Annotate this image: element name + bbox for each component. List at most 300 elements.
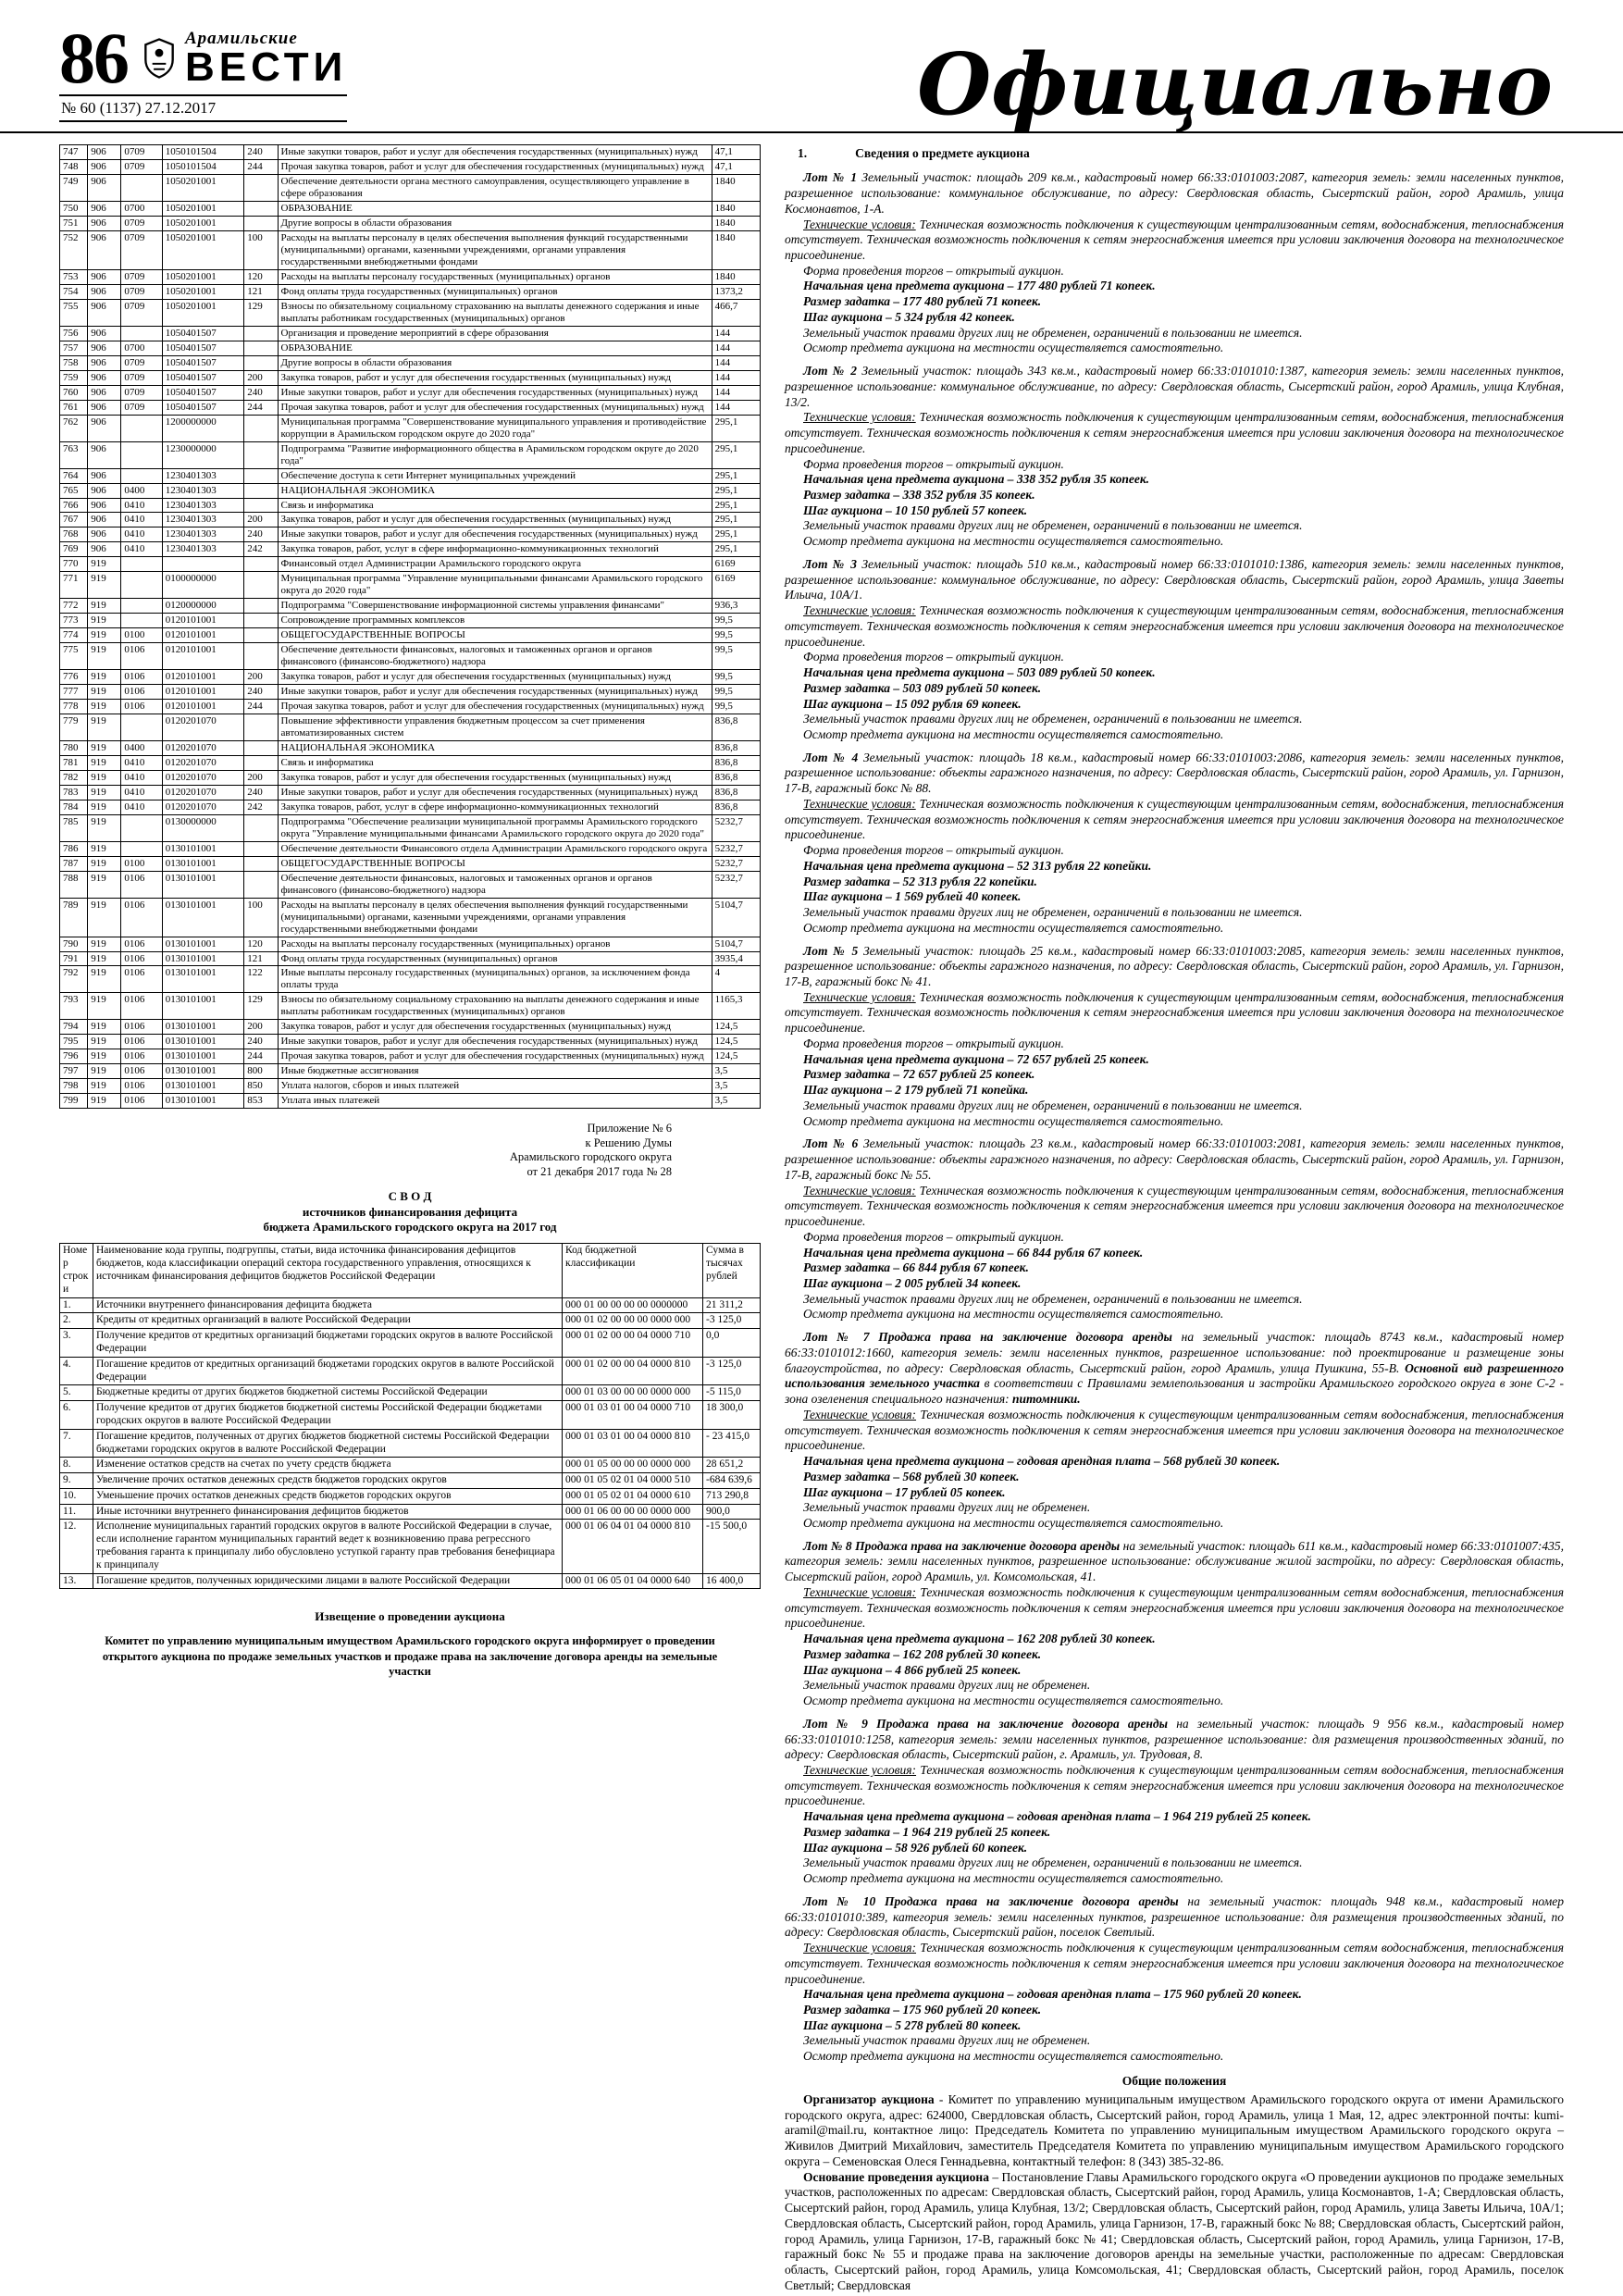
svod-cell-code: 000 01 06 04 01 04 0000 810: [563, 1520, 703, 1573]
text-run: Размер задатка – 52 313 рубля 22 копейки.: [803, 874, 1037, 888]
budget-cell-code: [121, 175, 162, 202]
lot: [785, 1136, 1564, 1322]
budget-cell-code: [121, 441, 162, 468]
lot-paragraph: [785, 859, 1564, 875]
budget-cell-code: 1050401507: [162, 400, 244, 415]
lot: [785, 751, 1564, 937]
budget-row: [60, 284, 761, 299]
budget-cell-sum: 3,5: [712, 1064, 760, 1079]
budget-row: [60, 1049, 761, 1064]
lot-paragraph: [785, 1678, 1564, 1694]
budget-cell-code: 919: [88, 841, 121, 856]
text-run: Размер задатка – 177 480 рублей 71 копеек.: [803, 294, 1042, 309]
budget-cell-sum: 47,1: [712, 145, 760, 160]
budget-cell-code: 752: [60, 231, 88, 270]
text-run: Начальная цена предмета аукциона – годовая арендная плата – 1 964 219 рублей 25 копеек.: [803, 1809, 1311, 1824]
budget-cell-code: 0106: [121, 1079, 162, 1094]
text-run: Форма проведения торгов – открытый аукцион.: [803, 456, 1064, 471]
lot-paragraph: [785, 2049, 1564, 2065]
lot-paragraph: [785, 1694, 1564, 1709]
budget-cell-sum: 5104,7: [712, 898, 760, 937]
budget-cell-code: [244, 175, 278, 202]
budget-row: [60, 871, 761, 898]
budget-cell-code: 919: [88, 800, 121, 814]
text-run: Размер задатка – 162 208 рублей 30 копеек.: [803, 1646, 1042, 1661]
lot-paragraph: [785, 875, 1564, 890]
text-run: Лот № 7 Продажа права на заключение договора аренды: [803, 1330, 1172, 1345]
lot-paragraph: [785, 294, 1564, 310]
budget-cell-sum: 295,1: [712, 483, 760, 498]
text-run: Шаг аукциона – 2 179 рублей 71 копейка.: [803, 1083, 1029, 1098]
budget-cell-name: Организация и проведение мероприятий в сфере образования: [278, 326, 712, 341]
budget-cell-code: 0130101001: [162, 951, 244, 966]
budget-table: [59, 144, 761, 1109]
budget-cell-sum: 295,1: [712, 527, 760, 542]
budget-cell-name: Подпрограмма "Развитие информационного общества в Арамильском городском округе до 2020 года": [278, 441, 712, 468]
text-run: Земельный участок правами других лиц не обременен, ограничений в пользовании не имеется.: [803, 1098, 1303, 1112]
svod-cell-number: 7.: [60, 1429, 93, 1458]
budget-cell-code: 919: [88, 871, 121, 898]
budget-cell-code: 919: [88, 937, 121, 951]
text-run: Лот № 3: [803, 556, 862, 571]
svod-cell-name: Погашение кредитов от кредитных организаций бюджетами городских округов в валюте Российской Федерации: [93, 1357, 563, 1385]
text-run: Осмотр предмета аукциона на местности осуществляется самостоятельно.: [803, 1515, 1224, 1530]
svod-row: [60, 1520, 761, 1573]
svod-row: [60, 1429, 761, 1458]
text-run: Лот № 2: [803, 364, 862, 379]
text-run: Шаг аукциона – 58 926 рублей 60 копеек.: [803, 1840, 1028, 1855]
budget-cell-code: 0709: [121, 284, 162, 299]
budget-cell-code: 906: [88, 441, 121, 468]
appendix-line: к Решению Думы: [585, 1136, 672, 1149]
budget-row: [60, 299, 761, 326]
budget-cell-sum: 1840: [712, 217, 760, 231]
lot-paragraph: [785, 1408, 1564, 1454]
budget-cell-code: 0106: [121, 1094, 162, 1109]
lot-paragraph: [785, 650, 1564, 665]
text-run: Земельный участок правами других лиц не обременен, ограничений в пользовании не имеется.: [803, 712, 1303, 726]
budget-cell-name: Иные бюджетные ассигнования: [278, 1064, 712, 1079]
svod-cell-code: 000 01 05 02 01 04 0000 510: [563, 1473, 703, 1489]
budget-cell-code: 0100000000: [162, 572, 244, 599]
lot-paragraph: [785, 1114, 1564, 1130]
budget-cell-code: 919: [88, 755, 121, 770]
svod-row: [60, 1401, 761, 1430]
budget-cell-code: 753: [60, 270, 88, 285]
budget-cell-code: 0410: [121, 498, 162, 513]
lot: [785, 944, 1564, 1130]
text-run: Лот № 5: [803, 943, 863, 958]
budget-cell-code: [244, 557, 278, 572]
svod-cell-code: 000 01 03 00 00 00 0000 000: [563, 1385, 703, 1401]
svod-row: [60, 1385, 761, 1401]
lot-paragraph: [785, 1083, 1564, 1098]
budget-cell-code: 120: [244, 937, 278, 951]
budget-cell-code: 0709: [121, 160, 162, 175]
budget-cell-sum: 124,5: [712, 1035, 760, 1049]
budget-cell-code: 0700: [121, 202, 162, 217]
budget-row: [60, 700, 761, 714]
budget-row: [60, 966, 761, 993]
budget-cell-name: Уплата налогов, сборов и иных платежей: [278, 1079, 712, 1094]
text-run: Осмотр предмета аукциона на местности осуществляется самостоятельно.: [803, 1871, 1224, 1886]
lot-paragraph: [785, 1276, 1564, 1292]
budget-cell-code: 0120201070: [162, 755, 244, 770]
budget-cell-code: 0120201070: [162, 770, 244, 785]
budget-cell-code: [244, 814, 278, 841]
budget-row: [60, 993, 761, 1020]
budget-row: [60, 800, 761, 814]
budget-cell-sum: 5232,7: [712, 856, 760, 871]
text-run: Земельный участок правами других лиц не обременен, ограничений в пользовании не имеется.: [803, 1291, 1303, 1306]
svod-cell-number: 6.: [60, 1401, 93, 1430]
budget-cell-code: 121: [244, 284, 278, 299]
text-run: Начальная цена предмета аукциона – 52 313 рубля 22 копейки.: [803, 858, 1152, 873]
text-run: Шаг аукциона – 5 324 рубля 42 копеек.: [803, 309, 1015, 324]
budget-cell-code: [244, 498, 278, 513]
budget-cell-name: Фонд оплаты труда государственных (муниципальных) органов: [278, 284, 712, 299]
budget-cell-name: Закупка товаров, работ, услуг в сфере информационно-коммуникационных технологий: [278, 542, 712, 557]
text-run: Земельный участок правами других лиц не обременен, ограничений в пользовании не имеется.: [803, 1855, 1303, 1870]
lot-paragraph: [785, 1292, 1564, 1308]
svod-cell-sum: -15 500,0: [703, 1520, 761, 1573]
budget-cell-code: 919: [88, 1035, 121, 1049]
svod-title-line: источников финансирования дефицита: [302, 1204, 518, 1219]
budget-cell-code: 0120000000: [162, 599, 244, 614]
budget-cell-sum: 1840: [712, 231, 760, 270]
budget-cell-sum: 3935,4: [712, 951, 760, 966]
budget-row: [60, 217, 761, 231]
budget-cell-sum: 144: [712, 400, 760, 415]
budget-cell-code: 799: [60, 1094, 88, 1109]
lot-paragraph: [785, 1539, 1564, 1585]
text-run: Шаг аукциона – 2 005 рублей 34 копеек.: [803, 1275, 1022, 1290]
right-column: [785, 144, 1564, 2293]
budget-row: [60, 341, 761, 355]
svod-cell-code: 000 01 06 05 01 04 0000 640: [563, 1573, 703, 1589]
text-run: Размер задатка – 72 657 рублей 25 копеек.: [803, 1067, 1035, 1082]
lot-paragraph: [785, 2018, 1564, 2034]
text-run: Земельный участок: площадь 209 кв.м., кадастровый номер 66:33:0101003:2087, категория земель: земли населенных пунктов, разрешенное использование: коммунальное обслуживание, по адресу: Свердловская область, Сысертский район, город Арамиль, улица Космонавтов, 1-А.: [785, 170, 1565, 216]
budget-cell-code: 763: [60, 441, 88, 468]
budget-cell-code: 240: [244, 1035, 278, 1049]
budget-cell-code: 0106: [121, 898, 162, 937]
lot-paragraph: [785, 751, 1564, 797]
budget-cell-code: 0410: [121, 527, 162, 542]
auction-heading-number: 1.: [798, 146, 808, 161]
budget-cell-code: 1050401507: [162, 385, 244, 400]
budget-cell-code: 0120101001: [162, 700, 244, 714]
budget-cell-code: 0130101001: [162, 1079, 244, 1094]
lot-paragraph: [785, 364, 1564, 410]
svod-cell-code: 000 01 06 00 00 00 0000 000: [563, 1504, 703, 1520]
budget-cell-code: 200: [244, 670, 278, 685]
budget-cell-code: 0130101001: [162, 966, 244, 993]
budget-cell-code: 1050201001: [162, 270, 244, 285]
budget-cell-code: 240: [244, 145, 278, 160]
lot-paragraph: [785, 990, 1564, 1036]
budget-cell-sum: 295,1: [712, 441, 760, 468]
budget-cell-code: 0130101001: [162, 993, 244, 1020]
budget-cell-code: 1050401507: [162, 370, 244, 385]
budget-cell-code: 798: [60, 1079, 88, 1094]
budget-cell-code: [121, 841, 162, 856]
budget-cell-code: 906: [88, 326, 121, 341]
budget-row: [60, 856, 761, 871]
budget-cell-code: 758: [60, 355, 88, 370]
budget-row: [60, 355, 761, 370]
text-run: Начальная цена предмета аукциона – 66 844 рубля 67 копеек.: [803, 1245, 1144, 1260]
lot-paragraph: [785, 1855, 1564, 1871]
lot: [785, 1894, 1564, 2065]
budget-cell-code: 767: [60, 513, 88, 527]
budget-cell-code: 0106: [121, 685, 162, 700]
budget-cell-code: 0106: [121, 1049, 162, 1064]
budget-cell-code: [244, 468, 278, 483]
budget-cell-code: [244, 483, 278, 498]
budget-cell-code: 0130101001: [162, 1020, 244, 1035]
budget-cell-code: 200: [244, 370, 278, 385]
budget-row: [60, 400, 761, 415]
lot-paragraph: [785, 1585, 1564, 1632]
budget-cell-name: НАЦИОНАЛЬНАЯ ЭКОНОМИКА: [278, 483, 712, 498]
svod-row: [60, 1297, 761, 1313]
budget-row: [60, 770, 761, 785]
text-run: Технические условия:: [803, 796, 916, 811]
lot-paragraph: [785, 1246, 1564, 1261]
svod-cell-code: 000 01 03 01 00 04 0000 710: [563, 1401, 703, 1430]
text-run: Земельный участок правами других лиц не обременен, ограничений в пользовании не имеется.: [803, 905, 1303, 920]
budget-cell-code: 762: [60, 415, 88, 441]
budget-cell-sum: 836,8: [712, 800, 760, 814]
svod-cell-sum: 0,0: [703, 1329, 761, 1358]
budget-cell-code: 756: [60, 326, 88, 341]
budget-cell-code: [244, 341, 278, 355]
budget-cell-code: 0106: [121, 1035, 162, 1049]
text-run: Техническая возможность подключения к существующим централизованным сетям водоснабжения, теплоснабжения отсутствует. Техническая возможность подключения к сетям энергоснабжения имеется при условии заключения договора на технологическое присоединение.: [785, 1584, 1565, 1631]
budget-cell-code: 1050401507: [162, 355, 244, 370]
svod-title-line: бюджета Арамильского городского округа на 2017 год: [263, 1220, 557, 1235]
svod-cell-code: 000 01 00 00 00 00 0000000: [563, 1297, 703, 1313]
budget-cell-sum: 466,7: [712, 299, 760, 326]
budget-cell-name: Связь и информатика: [278, 498, 712, 513]
text-run: Технические условия:: [803, 1763, 917, 1777]
text-run: Форма проведения торгов – открытый аукцион.: [803, 650, 1064, 664]
budget-cell-name: Закупка товаров, работ, услуг в сфере информационно-коммуникационных технологий: [278, 800, 712, 814]
text-run: Осмотр предмета аукциона на местности осуществляется самостоятельно.: [803, 534, 1224, 549]
lot: [785, 364, 1564, 550]
budget-cell-code: 1050201001: [162, 231, 244, 270]
budget-cell-code: 919: [88, 1064, 121, 1079]
budget-cell-code: [244, 355, 278, 370]
text-run: Начальная цена предмета аукциона – годовая арендная плата – 568 рублей 30 копеек.: [803, 1454, 1281, 1469]
budget-cell-code: 0709: [121, 231, 162, 270]
budget-cell-code: 906: [88, 370, 121, 385]
text-run: Техническая возможность подключения к существующим централизованным сетям, водоснабжения, теплоснабжения отсутствует. Техническая возможность подключения к сетям энергоснабжения имеется при условии заключения договора на технологическое присоединение.: [785, 989, 1564, 1036]
budget-cell-code: 906: [88, 299, 121, 326]
budget-cell-code: 121: [244, 951, 278, 966]
budget-cell-name: Иные закупки товаров, работ и услуг для обеспечения государственных (муниципальных) нужд: [278, 685, 712, 700]
text-run: Земельный участок: площадь 18 кв.м., кадастровый номер 66:33:0101003:2086, категория земель: земли населенных пунктов, разрешенное использование: объекты гаражного назначения, по адресу: Свердловская область, Сысертский район, город Арамиль, ул. Гарнизон, 17-В, гаражный бокс № 88.: [785, 750, 1565, 796]
budget-cell-code: 1050401507: [162, 326, 244, 341]
budget-row: [60, 740, 761, 755]
text-run: Земельный участок правами других лиц не обременен, ограничений в пользовании не имеется.: [803, 325, 1303, 340]
budget-cell-name: Обеспечение деятельности органа местного самоуправления, осуществляющего управление в сфере образования: [278, 175, 712, 202]
budget-cell-code: 0120201070: [162, 740, 244, 755]
budget-cell-code: 919: [88, 1020, 121, 1035]
budget-cell-code: 0130101001: [162, 1064, 244, 1079]
budget-cell-code: 0130101001: [162, 1035, 244, 1049]
svod-header-cell: Сумма в тысячах рублей: [703, 1244, 761, 1297]
budget-cell-sum: 1373,2: [712, 284, 760, 299]
svod-cell-name: Погашение кредитов, полученных от других бюджетов бюджетной системы Российской Федерации бюджетами городских округов в валюте Российской Федерации: [93, 1429, 563, 1458]
text-run: Лот № 9 Продажа права на заключение договора аренды: [803, 1716, 1168, 1731]
budget-cell-code: 1050101504: [162, 160, 244, 175]
budget-cell-name: Связь и информатика: [278, 755, 712, 770]
budget-cell-code: 0106: [121, 1020, 162, 1035]
budget-cell-code: 240: [244, 785, 278, 800]
text-run: на земельный участок: площадь 9 956 кв.м., кадастровый номер 66:33:0101010:1258, категория земель: земли населенных пунктов, разрешенное использование: для размещения производственных зданий, по адресу: Свердловская область, Сысертский район, г. Арамиль, ул. Трудовая, 8.: [785, 1716, 1564, 1762]
lot-paragraph: [785, 326, 1564, 341]
text-run: Земельный участок: площадь 343 кв.м., кадастровый номер 66:33:0101010:1387, категория земель: земли населенных пунктов, разрешенное использование: коммунальное обслуживание, по адресу: Свердловская область, Сысертский район, город Арамиль, улица Клубная, 13/2.: [785, 364, 1565, 409]
budget-cell-sum: 4: [712, 966, 760, 993]
budget-row: [60, 231, 761, 270]
budget-row: [60, 714, 761, 741]
budget-cell-code: 748: [60, 160, 88, 175]
budget-cell-sum: 144: [712, 326, 760, 341]
budget-cell-code: 761: [60, 400, 88, 415]
svod-cell-number: 1.: [60, 1297, 93, 1313]
budget-cell-sum: 47,1: [712, 160, 760, 175]
budget-cell-code: 795: [60, 1035, 88, 1049]
budget-cell-code: 0709: [121, 299, 162, 326]
newspaper-logo: [142, 30, 347, 88]
budget-cell-code: [244, 643, 278, 670]
budget-cell-code: [244, 856, 278, 871]
budget-cell-code: 0700: [121, 341, 162, 355]
page-header: [0, 0, 1623, 133]
budget-cell-code: [121, 572, 162, 599]
lot-paragraph: [785, 1260, 1564, 1276]
budget-cell-name: Иные закупки товаров, работ и услуг для обеспечения государственных (муниципальных) нужд: [278, 145, 712, 160]
svod-cell-sum: -684 639,6: [703, 1473, 761, 1489]
lot-paragraph: [785, 1763, 1564, 1809]
budget-cell-code: 0130101001: [162, 898, 244, 937]
budget-cell-code: 850: [244, 1079, 278, 1094]
budget-cell-sum: 295,1: [712, 498, 760, 513]
budget-cell-code: 754: [60, 284, 88, 299]
budget-cell-code: 919: [88, 770, 121, 785]
budget-row: [60, 370, 761, 385]
lot-paragraph: [785, 1717, 1564, 1763]
lot: [785, 1539, 1564, 1709]
svod-cell-name: Получение кредитов от других бюджетов бюджетной системы Российской Федерации бюджетами городских округов в валюте Российской Федерации: [93, 1401, 563, 1430]
budget-cell-code: 906: [88, 270, 121, 285]
budget-cell-name: Расходы на выплаты персоналу в целях обеспечения выполнения функций государственными (муниципальными) органами, казенными учреждениями, органами управления государственными внебюджетными фондами: [278, 898, 712, 937]
budget-cell-code: [244, 740, 278, 755]
text-run: Техническая возможность подключения к существующим централизованным сетям, водоснабжения, теплоснабжения отсутствует. Техническая возможность подключения к сетям энергоснабжения имеется при условии заключения договора на технологическое присоединение.: [785, 217, 1564, 262]
budget-cell-code: 0120101001: [162, 614, 244, 628]
lot-paragraph: [785, 457, 1564, 473]
budget-cell-code: 751: [60, 217, 88, 231]
budget-cell-code: 789: [60, 898, 88, 937]
budget-cell-code: 0100: [121, 628, 162, 643]
lot-paragraph: [785, 1941, 1564, 1987]
text-run: Лот № 6: [803, 1136, 863, 1151]
budget-cell-code: 781: [60, 755, 88, 770]
lot-paragraph: [785, 1036, 1564, 1052]
lot-paragraph: [785, 1894, 1564, 1941]
budget-cell-code: 200: [244, 770, 278, 785]
budget-cell-name: Расходы на выплаты персоналу государственных (муниципальных) органов: [278, 270, 712, 285]
budget-cell-code: 0106: [121, 643, 162, 670]
budget-cell-name: ОБЩЕГОСУДАРСТВЕННЫЕ ВОПРОСЫ: [278, 856, 712, 871]
budget-cell-code: 0106: [121, 966, 162, 993]
budget-cell-code: [244, 202, 278, 217]
budget-cell-code: 0410: [121, 542, 162, 557]
budget-cell-code: 0120201070: [162, 785, 244, 800]
text-run: Техническая возможность подключения к существующим централизованным сетям, водоснабжения, теплоснабжения отсутствует. Техническая возможность подключения к сетям энергоснабжения имеется при условии заключения договора на технологическое присоединение.: [785, 410, 1564, 455]
budget-cell-name: Закупка товаров, работ и услуг для обеспечения государственных (муниципальных) нужд: [278, 370, 712, 385]
budget-cell-code: 0106: [121, 951, 162, 966]
lot-paragraph: [785, 170, 1564, 217]
svod-cell-name: Кредиты от кредитных организаций в валюте Российской Федерации: [93, 1313, 563, 1329]
budget-cell-name: Расходы на выплаты персоналу в целях обеспечения выполнения функций государственными (муниципальными) органами, казенными учреждениями, органами управления государственными внебюджетными фондами: [278, 231, 712, 270]
budget-row: [60, 415, 761, 441]
budget-row: [60, 385, 761, 400]
lot-paragraph: [785, 557, 1564, 603]
budget-cell-code: 1230401303: [162, 483, 244, 498]
budget-cell-code: 0410: [121, 800, 162, 814]
lot-paragraph: [785, 603, 1564, 650]
text-run: на земельный участок: площадь 948 кв.м., кадастровый номер 66:33:0101010:389, категория земель: земли населенных пунктов, разрешенное использование: для размещения производственных зданий, по адресу: Свердловская область, Сысертский район, поселок Светлый.: [785, 1893, 1564, 1940]
budget-cell-name: Закупка товаров, работ и услуг для обеспечения государственных (муниципальных) нужд: [278, 770, 712, 785]
budget-row: [60, 643, 761, 670]
budget-cell-name: Другие вопросы в области образования: [278, 355, 712, 370]
budget-cell-code: 771: [60, 572, 88, 599]
budget-cell-code: 768: [60, 527, 88, 542]
budget-row: [60, 1035, 761, 1049]
budget-cell-sum: 144: [712, 341, 760, 355]
svod-cell-sum: 18 300,0: [703, 1401, 761, 1430]
budget-cell-code: 919: [88, 685, 121, 700]
budget-cell-name: ОБРАЗОВАНИЕ: [278, 341, 712, 355]
budget-row: [60, 814, 761, 841]
budget-cell-code: [162, 557, 244, 572]
budget-cell-name: Фонд оплаты труда государственных (муниципальных) органов: [278, 951, 712, 966]
budget-cell-code: 0709: [121, 400, 162, 415]
budget-cell-code: 919: [88, 1079, 121, 1094]
lot-paragraph: [785, 1470, 1564, 1485]
text-run: на земельный участок: площадь 8743 кв.м., кадастровый номер 66:33:0101012:1660, категория земель: земли населенных пунктов, разрешенное использование: под проектирование и размещение зоны благоустройства, по адресу: Свердловская область, Сысертский район, город Арамиль, улица Пушкина, 55-В.: [785, 1330, 1564, 1375]
lot-paragraph: [785, 1841, 1564, 1856]
text-run: Размер задатка – 1 964 219 рублей 25 копеек.: [803, 1824, 1051, 1839]
budget-cell-code: 1050201001: [162, 284, 244, 299]
text-run: Технические условия:: [803, 217, 916, 231]
budget-cell-code: 0410: [121, 785, 162, 800]
general-provisions: [785, 2092, 1564, 2294]
budget-cell-code: 919: [88, 898, 121, 937]
svod-cell-number: 3.: [60, 1329, 93, 1358]
budget-cell-code: 906: [88, 341, 121, 355]
budget-cell-code: 129: [244, 299, 278, 326]
svod-cell-number: 2.: [60, 1313, 93, 1329]
budget-cell-code: 906: [88, 175, 121, 202]
budget-cell-code: 0410: [121, 513, 162, 527]
budget-cell-code: 240: [244, 527, 278, 542]
text-run: Лот № 1: [803, 170, 862, 185]
budget-cell-name: Подпрограмма "Обеспечение реализации муниципальной программы Арамильского городского округа "Управление муниципальными финансами Арамильского городского округа до 2020 года": [278, 814, 712, 841]
